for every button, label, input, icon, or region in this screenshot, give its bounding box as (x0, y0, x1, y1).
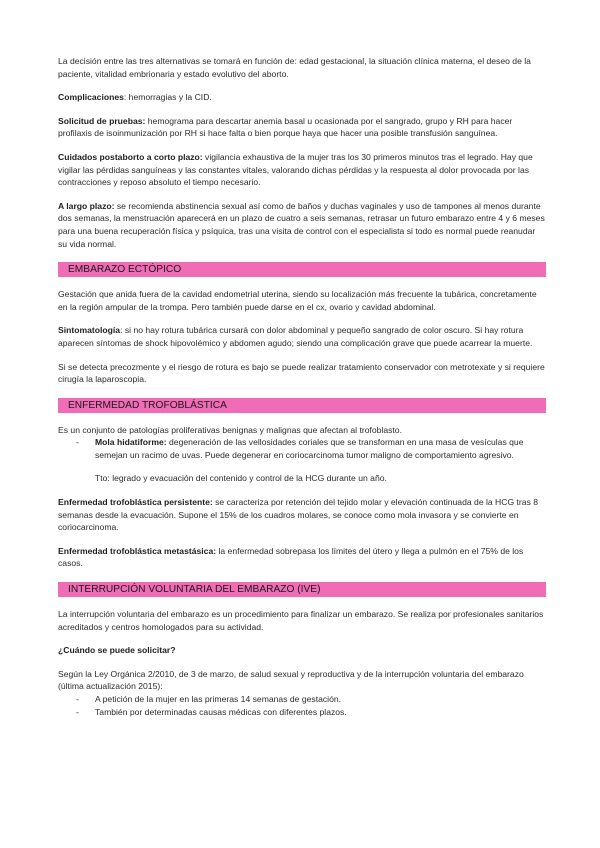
ectopico-intro: Gestación que anida fuera de la cavidad endometrial uterina, siendo su localización más frecuente la tubárica, concretamente en la región ampular de la trompa. Pero también puede darse en el cx, ovario y cavidad abdominal. (58, 289, 537, 312)
list-item (58, 436, 546, 461)
document-page (58, 55, 546, 718)
mola-list (58, 436, 546, 461)
trofoblastica-intro: Es un conjunto de patologías proliferativas benignas y malignas que afectan al trofoblasto. (58, 424, 402, 435)
list-item (58, 693, 546, 706)
list-item-text: También por determinadas causas médicas con diferentes plazos. (95, 706, 347, 717)
sintomatologia-text: : si no hay rotura tubárica cursará con dolor abdominal y pequeño sangrado de color oscuro. Si hay rotura aparecen síntomas de shock hipovolémico y abdomen agudo; siendo una complicación grave que puede acarrear la muerte. (58, 325, 533, 348)
tto-paragraph: Tto: legrado y evacuación del contenido y control de la HCG durante un año. (95, 473, 387, 484)
persistente-text: se caracteriza por retención del tejido molar y elevación continuada de la HCG tras 8 semanas desde la evacuación. Supone el 15% de los cuadros molares, se conoce como mola invasora y se convierte en coriocarcinoma. (58, 497, 539, 533)
metastasica-text: la enfermedad sobrepasa los límites del útero y llega a pulmón en el 75% de los casos. (58, 545, 524, 569)
cuidados-label: Cuidados postaborto a corto plazo: (58, 151, 203, 162)
complicaciones-paragraph (58, 91, 546, 104)
cuidados-paragraph (58, 151, 546, 189)
cuidados-text: vigilancia exhaustiva de la mujer tras los 30 primeros minutos tras el legrado. Hay que vigilar las pérdidas sanguíneas y las constantes vitales, valorando dichas pérdidas y la respuesta al dolor provocada por las contracciones y reposo absoluto el tiempo necesario. (58, 151, 533, 188)
section-heading-ectopico: EMBARAZO ECTÓPICO (58, 262, 546, 277)
complicaciones-label: Complicaciones (58, 92, 124, 103)
mola-label: Mola hidatiforme: (95, 437, 167, 448)
list-dash: - (76, 706, 79, 717)
solicitud-label: Solicitud de pruebas: (58, 115, 146, 126)
ive-question (58, 644, 546, 657)
mola-text: degeneración de las vellosidades coriales que se transforman en una masa de vesículas que semejan un racimo de uvas. Puede degenerar en coriocarcinoma tumor maligno de comportamiento agresivo. (95, 437, 524, 460)
list-item-text: A petición de la mujer en las primeras 14 semanas de gestación. (95, 694, 342, 704)
list-item (58, 706, 546, 719)
solicitud-text: hemograma para descartar anemia basal u ocasionada por el sangrado, grupo y RH para hacer profilaxis de isoinmunización por RH si hace falta o bien porque haya que hacer una posible transfusión sanguínea. (58, 115, 513, 139)
persistente-label: Enfermedad trofoblástica persistente: (58, 497, 213, 508)
sintomatologia-paragraph (58, 324, 546, 349)
ive-intro: La interrupción voluntaria del embarazo es un procedimiento para finalizar un embarazo. Se realiza por profesionales sanitarios acreditados y centros homologados para su actividad. (58, 609, 544, 632)
list-dash: - (76, 437, 79, 448)
ive-list (58, 693, 546, 718)
solicitud-paragraph (58, 115, 546, 140)
ectopico-tratamiento: Si se detecta precozmente y el riesgo de rotura es bajo se puede realizar tratamiento conservador con metrotexate y si requiere cirugía la laparoscopia. (58, 361, 545, 385)
list-dash: - (76, 694, 79, 704)
sintomatologia-label: Sintomatología (58, 325, 121, 336)
complicaciones-text: : hemorragias y la CID. (123, 92, 212, 103)
section-heading-trofoblastica: ENFERMEDAD TROFOBLÁSTICA (58, 398, 546, 413)
largo-plazo-label: A largo plazo: (58, 200, 115, 211)
largo-plazo-text: se recomienda abstinencia sexual así como de baños y duchas vaginales y uso de tampones al menos durante dos semanas, la menstruación aparecerá en un plazo de cuatro a seis semanas, retrasar un futuro embarazo entre 4 y 6 meses para una buena recuperación física y psíquica, tras una visita de control con el especialista si todo es normal puede reanudar su vida normal. (58, 200, 545, 249)
ive-question-text: ¿Cuándo se puede solicitar? (58, 645, 176, 656)
metastasica-label: Enfermedad trofoblástica metastásica: (58, 545, 217, 556)
largo-plazo-paragraph (58, 200, 546, 250)
intro-paragraph: La decisión entre las tres alternativas se tomará en función de: edad gestacional, la situación clínica materna, el deseo de la paciente, vitalidad embrionaria y estado evolutivo del aborto. (58, 56, 531, 79)
section-heading-ive: INTERRUPCIÓN VOLUNTARIA DEL EMBARAZO (IVE) (58, 582, 546, 597)
ive-ley: Según la Ley Orgánica 2/2010, de 3 de marzo, de salud sexual y reproductiva y de la interrupción voluntaria del embarazo (última actualización 2015): (58, 668, 524, 692)
metastasica-paragraph (58, 545, 546, 570)
persistente-paragraph (58, 496, 546, 534)
